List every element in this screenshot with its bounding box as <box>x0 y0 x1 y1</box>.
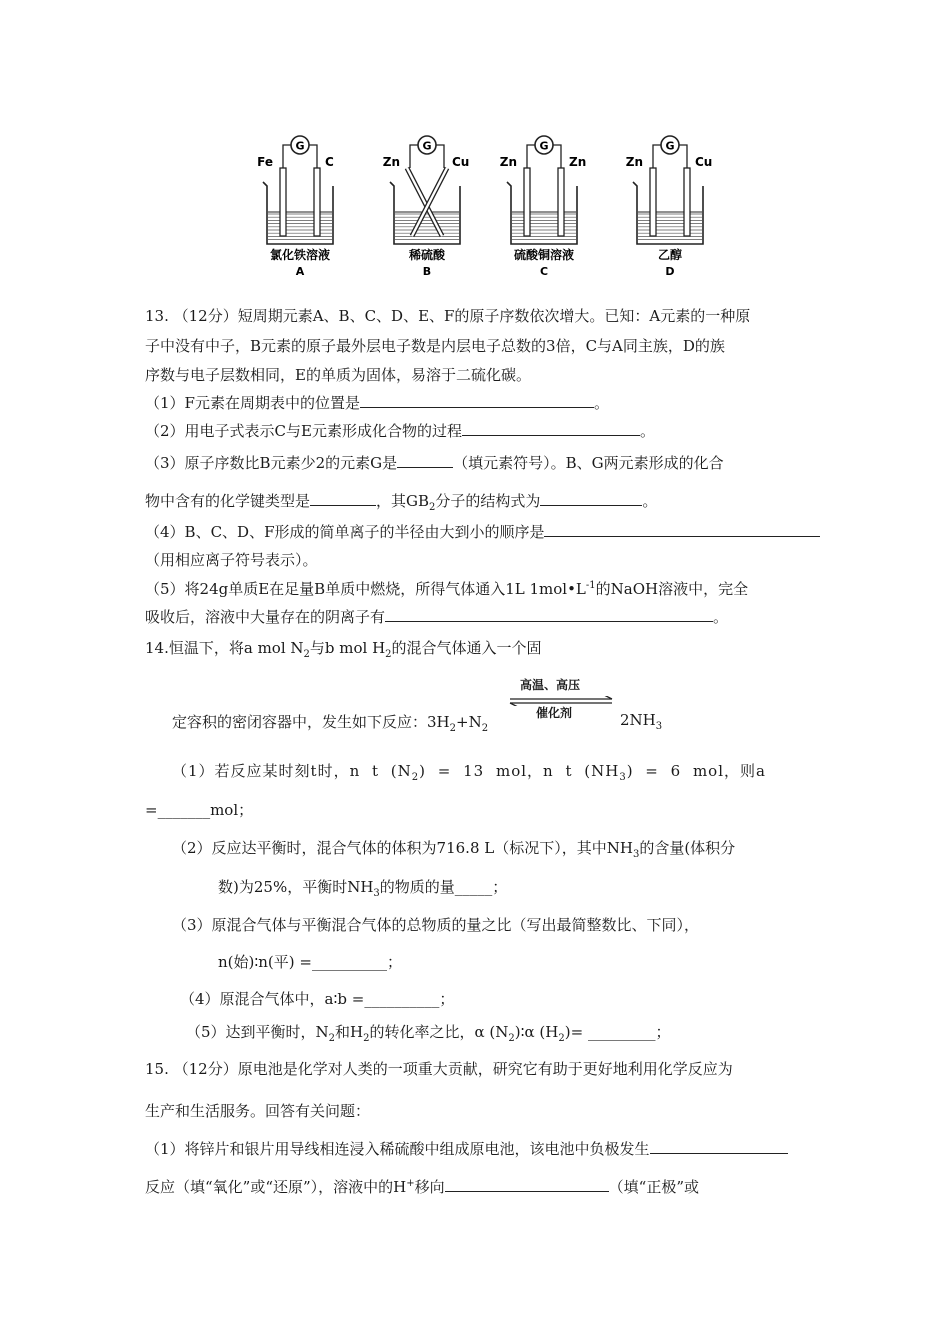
reaction-arrow <box>508 680 614 722</box>
solution-label: 硫酸铜溶液 <box>513 248 575 262</box>
q15-part-1-cont: 反应（填“氧化”或“还原”），溶液中的H+移向 （填“正极”或 <box>145 1178 700 1196</box>
q15-line-1: 15. （12分）原电池是化学对人类的一项重大贡献，研究它有助于更好地利用化学反应为 <box>145 1060 733 1078</box>
electrode-left-label: Zn <box>499 155 517 169</box>
condition-bottom: 催化剂 <box>536 706 573 720</box>
q14-part-1: （1）若反应某时刻t时，n t $(N_2) = 13$ mol，n t $(NH_3) = 6$ mol，则a <box>172 762 766 783</box>
q15-line-2: 生产和生活服务。回答有关问题： <box>145 1102 371 1120</box>
q13-part-5: （5）将24g单质E在足量B单质中燃烧，所得气体通入1L $1mol•L^{-1}$的NaOH溶液中，完全 <box>145 580 749 598</box>
cells-diagram <box>255 132 725 284</box>
electrode-right <box>684 168 690 236</box>
galvanometer-label: G <box>295 139 305 153</box>
condition-top: 高温、高压 <box>520 678 581 692</box>
cell-letter: D <box>665 265 675 278</box>
electrode-right <box>558 168 564 236</box>
galvanometer-label: G <box>539 139 549 153</box>
cell-letter: A <box>295 265 305 278</box>
q14-product: $2NH_3$ <box>620 711 663 732</box>
electrode-left-label: Fe <box>257 155 273 169</box>
electrode-left-label: Zn <box>625 155 643 169</box>
q14-part-3: （3）原混合气体与平衡混合气体的总物质的量之比（写出最简整数比、下同）， <box>172 916 700 934</box>
q13-part-2: （2）用电子式表示C与E元素形成化合物的过程 。 <box>145 422 655 440</box>
solution-label: 稀硫酸 <box>408 248 446 262</box>
electrode-left <box>650 168 656 236</box>
electrode-right-label: C <box>325 155 334 169</box>
q14-part-5: （5）达到平衡时，$N_2$和$H_2$的转化率之比，α $(N_2)∶\alpha$ $(H_2)=$ _________； <box>186 1023 671 1044</box>
q13-part-1: （1）F元素在周期表中的位置是 。 <box>145 394 609 412</box>
solution-label: 氯化铁溶液 <box>269 248 331 262</box>
electrode-left <box>524 168 530 236</box>
galvanometer-label: G <box>422 139 432 153</box>
galvanometer-label: G <box>665 139 675 153</box>
q14-part-3-cont: n(始)∶n(平) =__________； <box>218 953 402 971</box>
electrode-right-label: Cu <box>695 155 713 169</box>
electrode-left <box>280 168 286 236</box>
electrode-right-label: Zn <box>569 155 587 169</box>
answer-blank[interactable] <box>650 1139 788 1154</box>
q13-part-3-cont: 物中含有的化学键类型是 ，其$GB_2$分子的结构式为 。 <box>145 492 658 513</box>
electrode-right <box>314 168 320 236</box>
q13-part-3: （3）原子序数比B元素少2的元素G是 （填元素符号）。B、G两元素形成的化合 <box>145 454 724 472</box>
q14-line-2: 定容积的密闭容器中，发生如下反应：$3H_2+N_2$ <box>172 713 489 734</box>
galvanic-cells-figure <box>255 132 725 284</box>
q13-part-5-cont: 吸收后，溶液中大量存在的阴离子有 。 <box>145 608 729 626</box>
electrode-left-label: Zn <box>382 155 400 169</box>
answer-blank[interactable] <box>397 453 453 468</box>
answer-blank[interactable] <box>445 1177 609 1192</box>
cell-letter: C <box>539 265 549 278</box>
q13-line-1: 13. （12分）短周期元素A、B、C、D、E、F的原子序数依次增大。已知：A元素的一种原 <box>145 307 751 325</box>
solution-label: 乙醇 <box>657 248 683 262</box>
cell-d <box>626 136 713 278</box>
q13-line-2: 子中没有中子，B元素的原子最外层电子数是内层电子总数的3倍，C与A同主族，D的族 <box>145 337 725 355</box>
cell-b <box>383 136 470 278</box>
answer-blank[interactable] <box>540 491 642 506</box>
q14-part-2: （2）反应达平衡时，混合气体的体积为716.8 L（标况下），其中$NH_3$的含量(体积分 <box>172 839 736 860</box>
cell-a <box>257 136 334 278</box>
cell-c <box>500 136 587 278</box>
q14-part-1-cont: =_______mol； <box>145 801 254 819</box>
q13-part-4-cont: （用相应离子符号表示）。 <box>145 551 318 569</box>
answer-blank[interactable] <box>310 491 376 506</box>
q14-line-1: 14.恒温下，将a mol $N_2$与b mol $H_2$的混合气体通入一个固 <box>145 639 542 660</box>
answer-blank[interactable] <box>385 607 713 622</box>
q14-part-2-cont: 数)为25%，平衡时$NH_3$的物质的量_____； <box>218 878 508 899</box>
answer-blank[interactable] <box>360 393 594 408</box>
answer-blank[interactable] <box>462 421 640 436</box>
answer-blank[interactable] <box>544 522 820 537</box>
q13-part-4: （4）B、C、D、F形成的简单离子的半径由大到小的顺序是 <box>145 521 820 542</box>
electrode-right-label: Cu <box>452 155 470 169</box>
cell-letter: B <box>422 265 432 278</box>
q15-part-1: （1）将锌片和银片用导线相连浸入稀硫酸中组成原电池，该电池中负极发生 <box>145 1138 788 1159</box>
q14-part-4: （4）原混合气体中，a∶b =__________； <box>180 990 455 1008</box>
q13-line-3: 序数与电子层数相同，E的单质为固体，易溶于二硫化碳。 <box>145 366 531 384</box>
